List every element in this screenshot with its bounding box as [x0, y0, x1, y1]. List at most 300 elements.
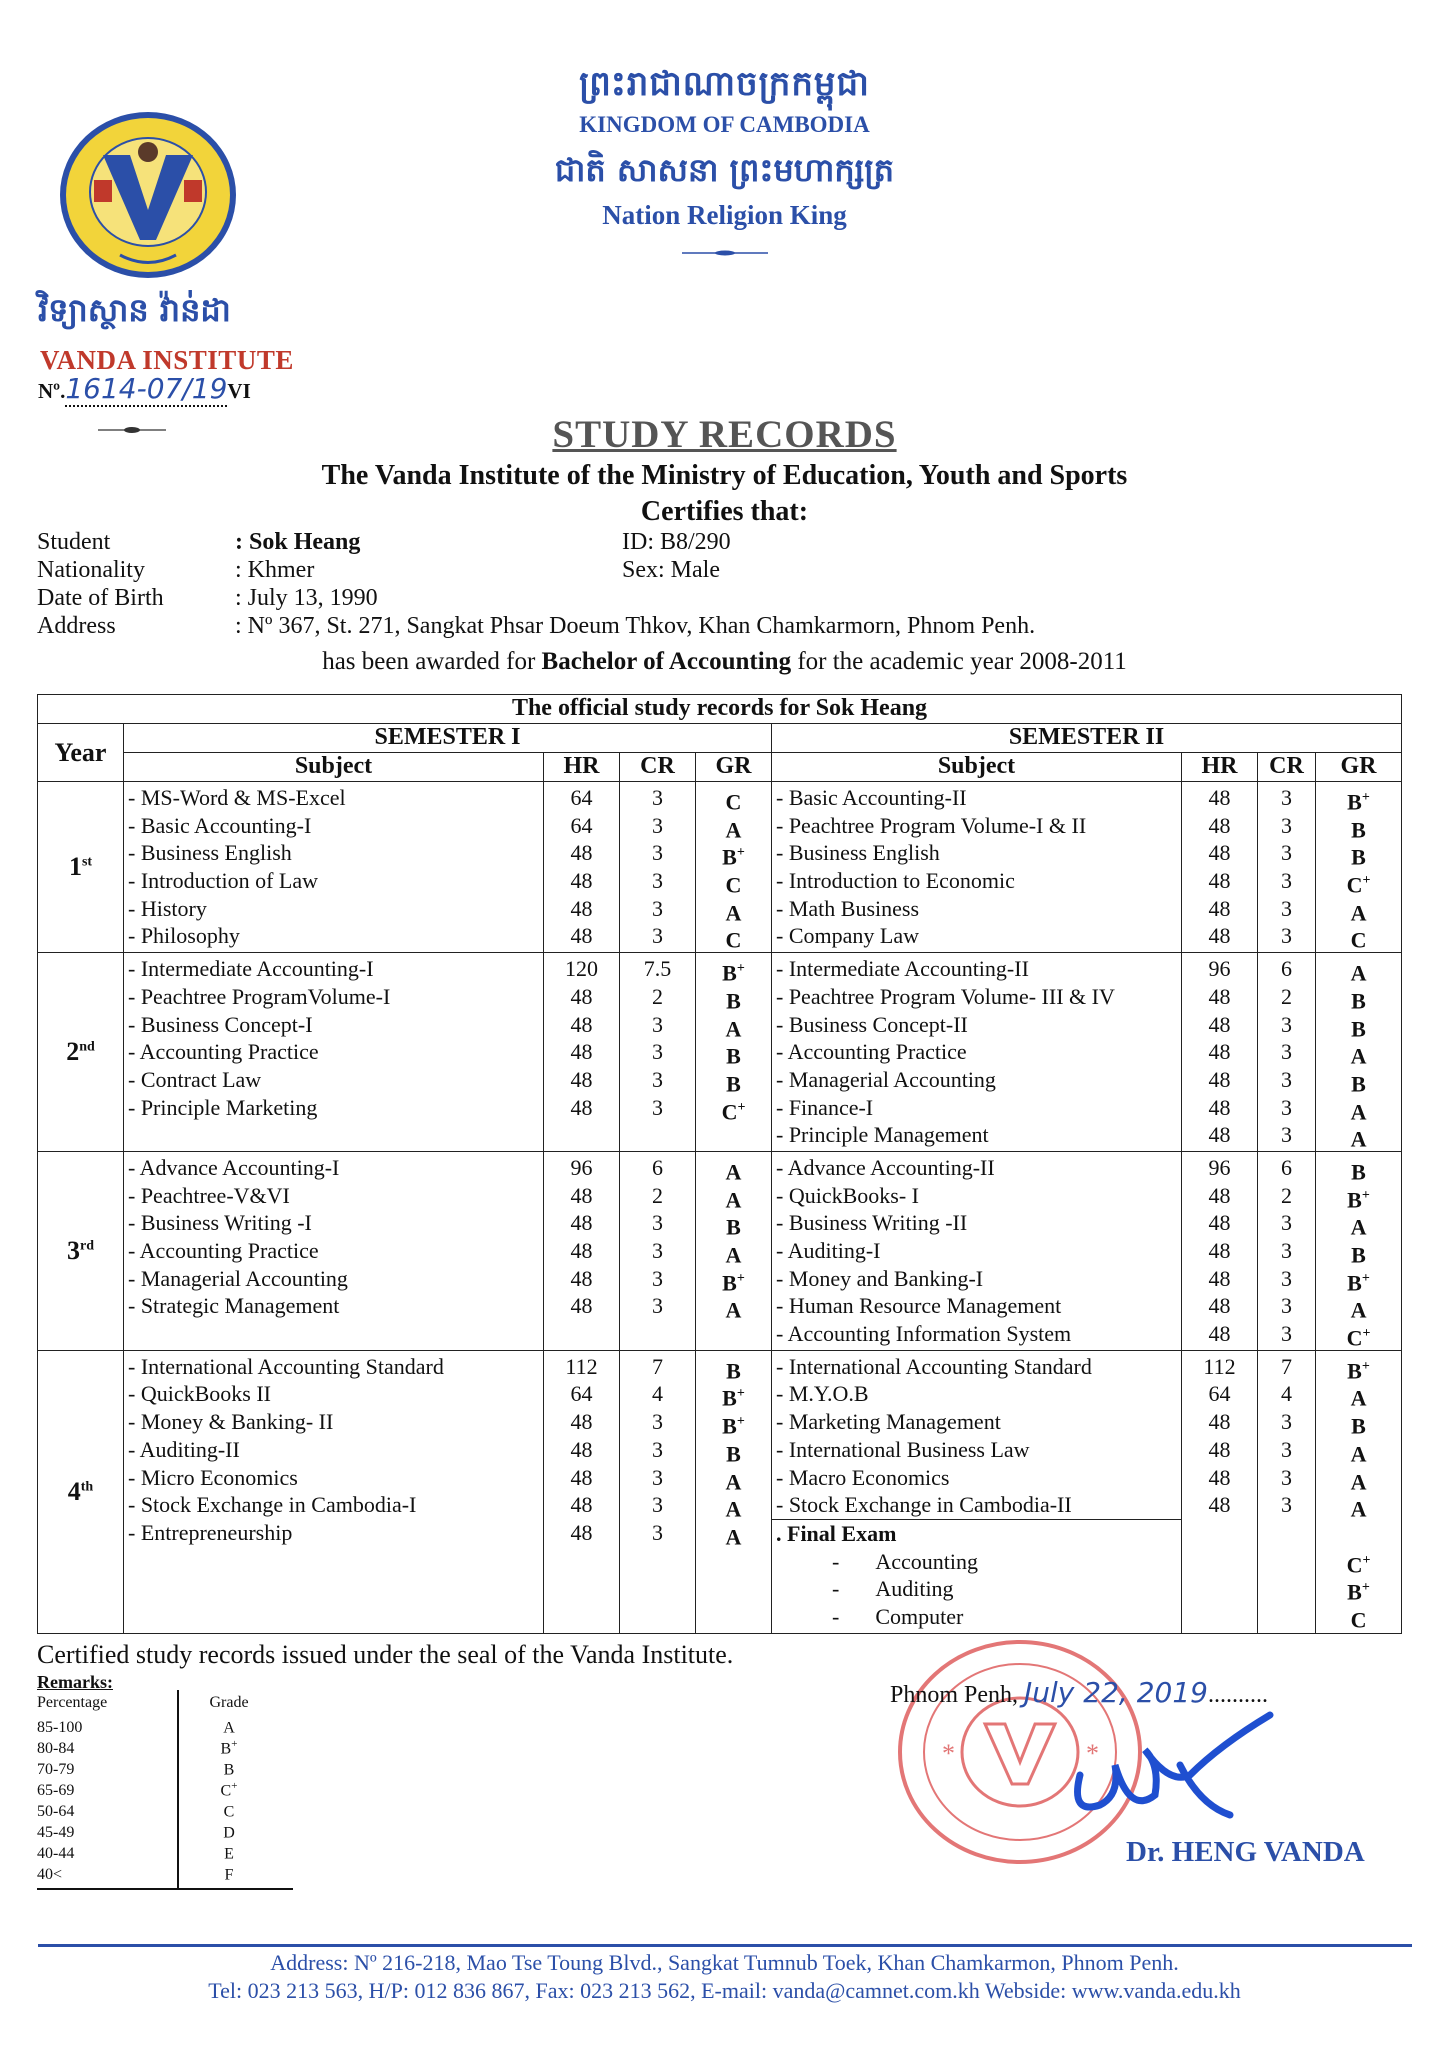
- sem2-cr-cell: 3: [1281, 840, 1292, 866]
- sem2-hr-cell: 48: [1208, 1039, 1231, 1065]
- final-exam-spacer: [1320, 1519, 1397, 1547]
- sem2-subject-cell: - Business Writing -II: [776, 1210, 968, 1236]
- sem1-subject-cell: - Peachtree-V&VI: [128, 1182, 290, 1208]
- final-exam-item: [776, 1548, 1177, 1576]
- sem1-gr-cell: [700, 1066, 767, 1097]
- sem2-cr-cell: 3: [1281, 1436, 1292, 1462]
- sem1-gr-cell: [700, 1154, 767, 1185]
- sem2-hr-cell: 48: [1208, 1011, 1231, 1037]
- sem2-cr-cell: 3: [1281, 1409, 1292, 1435]
- sem1-subject-cell: - Managerial Accounting: [128, 1265, 348, 1291]
- grade-letter: C: [725, 927, 742, 953]
- sem2-subject-cell: - International Business Law: [776, 1436, 1030, 1462]
- sem1-hr-cell: 48: [570, 1492, 593, 1518]
- scale-underline: [37, 1888, 293, 1890]
- sem2-cr-cell: 3: [1281, 1293, 1292, 1319]
- final-exam-item: [776, 1603, 1177, 1631]
- date-dots: ..........: [1207, 1682, 1268, 1708]
- sem1-cr-cell: 7.5: [643, 956, 672, 982]
- grade-letter: B: [1351, 1071, 1366, 1097]
- svg-text:*: *: [1086, 1739, 1099, 1768]
- semester-2-header: SEMESTER II: [772, 724, 1402, 753]
- year-label: [38, 953, 124, 1152]
- sem1-subject-column: [124, 1151, 544, 1350]
- sem1-subject-cell: - Micro Economics: [128, 1464, 298, 1490]
- dob-row: [37, 584, 378, 612]
- grade-plus: +: [736, 845, 745, 861]
- sem2-hr-cell: 48: [1208, 785, 1231, 810]
- sem1-hr-column: [544, 782, 620, 953]
- sem1-hr-cell: 48: [570, 840, 593, 866]
- sem1-gr-cell: [700, 895, 767, 926]
- sem1-subject-column: [124, 782, 544, 953]
- grade-scale-row: [37, 1797, 279, 1821]
- grade-scale-row: [37, 1776, 279, 1800]
- sem2-cr-cell: 3: [1281, 1039, 1292, 1065]
- sem2-gr-column: [1316, 782, 1402, 953]
- sem1-hr-cell: 64: [570, 812, 593, 838]
- scale-grade-letter: A: [223, 1719, 235, 1737]
- scale-grade-letter: C: [220, 1782, 232, 1800]
- grade-letter: B: [1351, 1015, 1366, 1041]
- grade-letter: A: [725, 1186, 742, 1212]
- header-ornament: [682, 250, 768, 256]
- grade-scale-row: [37, 1713, 279, 1737]
- sem2-cr-cell: 3: [1281, 785, 1292, 810]
- sem1-hr-cell: 120: [565, 956, 598, 982]
- year-number: 3: [67, 1235, 80, 1265]
- year-label: [38, 782, 124, 953]
- grade-letter: B: [1347, 1579, 1362, 1605]
- scale-grade-plus: +: [231, 1780, 238, 1792]
- award-prefix: has been awarded for: [322, 648, 536, 675]
- sem1-subject-cell: - Intermediate Accounting-I: [128, 956, 374, 982]
- grade-letter: B: [726, 1441, 741, 1467]
- grade-plus: +: [736, 1414, 745, 1430]
- sem1-hr-column: [544, 1151, 620, 1350]
- sem2-cr-cell: 3: [1281, 1321, 1292, 1347]
- sem1-cr-cell: 3: [652, 840, 663, 866]
- sem1-subject-cell: - History: [128, 895, 207, 921]
- sem2-hr-cell: 48: [1208, 1265, 1231, 1291]
- sem1-hr-cell: 48: [570, 1039, 593, 1065]
- final-exam-title: . Final Exam: [772, 1519, 1181, 1548]
- sem2-hr-cell: 48: [1208, 923, 1231, 949]
- sem2-subject-cell: - Advance Accounting-II: [776, 1154, 995, 1180]
- sem2-cr-cell: 3: [1281, 1122, 1292, 1148]
- grade-letter: C: [1350, 1607, 1367, 1633]
- sem2-gr-cell: [1320, 955, 1397, 986]
- sem2-cr-column: [1258, 1151, 1316, 1350]
- sem2-hr-cell: 48: [1208, 1464, 1231, 1490]
- address-label: Address: [37, 613, 116, 639]
- sem1-gr-cell: [700, 1519, 767, 1550]
- grade-letter: B: [726, 988, 741, 1014]
- grade-plus: +: [1362, 873, 1371, 889]
- signature: [1060, 1705, 1290, 1825]
- sem1-cr-cell: 3: [652, 812, 663, 838]
- year-row: [38, 1350, 1402, 1633]
- sem1-subject-cell: - Philosophy: [128, 923, 240, 949]
- footer-address: Address: Nº 216-218, Mao Tse Toung Blvd., Sangkat Tumnub Toek, Khan Chamkarmon, Phnom Penh.: [270, 1950, 1179, 1975]
- sem2-subject-column: [772, 1151, 1182, 1350]
- sem2-cr-cell: 3: [1281, 1238, 1292, 1263]
- sem2-cr-cell: 2: [1281, 983, 1292, 1009]
- s1-hr-header: HR: [544, 753, 620, 782]
- grade-plus: +: [1362, 1552, 1371, 1568]
- sem2-subject-cell: - QuickBooks- I: [776, 1182, 919, 1208]
- sem1-gr-column: [696, 1151, 772, 1350]
- sem1-hr-cell: 48: [570, 1066, 593, 1092]
- sem1-hr-column: [544, 1350, 620, 1633]
- sem2-subject-column: [772, 1350, 1182, 1633]
- sem2-cr-cell: 2: [1281, 1182, 1292, 1208]
- grade-letter: C: [1350, 927, 1367, 953]
- grade-plus: +: [1361, 1270, 1370, 1286]
- sem2-gr-cell: [1320, 784, 1397, 815]
- scale-grade-letter: E: [224, 1845, 234, 1863]
- footer-contact: Tel: 023 213 563, H/P: 012 836 867, Fax: 023 213 562, E-mail: vanda@camnet.com.kh Webside: www.vanda.edu.kh: [208, 1978, 1241, 2003]
- scale-grade-letter: D: [223, 1824, 235, 1842]
- sem1-gr-cell: [700, 839, 767, 870]
- institute-logo: [58, 110, 238, 280]
- sem2-cr-cell: 3: [1281, 1210, 1292, 1236]
- sem1-cr-cell: 3: [652, 785, 663, 810]
- sem1-hr-cell: 48: [570, 895, 593, 921]
- sem2-gr-cell: [1320, 1038, 1397, 1069]
- sem2-subject-cell: - Intermediate Accounting-II: [776, 956, 1029, 982]
- ref-suffix: VI: [227, 379, 251, 403]
- sem1-cr-cell: 6: [652, 1154, 663, 1180]
- exam-subject: Computer: [875, 1603, 964, 1629]
- sem1-subject-cell: - Advance Accounting-I: [128, 1154, 340, 1180]
- year-row: [38, 953, 1402, 1152]
- nationality-label: Nationality: [37, 557, 145, 583]
- year-label: [38, 1350, 124, 1633]
- s1-cr-header: CR: [620, 753, 696, 782]
- grade-letter: A: [725, 817, 742, 843]
- scale-grade-letter: B: [223, 1761, 235, 1779]
- sem2-cr-cell: 7: [1281, 1353, 1292, 1379]
- sem2-cr-column: [1258, 953, 1316, 1152]
- sem1-gr-cell: [700, 955, 767, 986]
- sem1-cr-cell: 3: [652, 1039, 663, 1065]
- sem2-gr-cell: [1320, 1011, 1397, 1039]
- sem2-hr-cell: 96: [1208, 956, 1231, 982]
- sem2-gr-cell: [1320, 1121, 1397, 1152]
- sem1-subject-column: [124, 1350, 544, 1633]
- sem2-hr-cell: 48: [1208, 868, 1231, 894]
- student-label: Student: [37, 529, 111, 555]
- sem1-cr-cell: 3: [652, 1094, 663, 1120]
- ref-prefix: Nº.: [38, 379, 66, 403]
- sem2-subject-cell: - Stock Exchange in Cambodia-II: [776, 1492, 1072, 1518]
- percentage-range: 40<: [37, 1866, 63, 1884]
- grade-plus: +: [1361, 1580, 1370, 1596]
- grade-letter: A: [1350, 960, 1367, 986]
- sem1-hr-cell: 48: [570, 1094, 593, 1120]
- student-value: : Sok Heang: [235, 529, 361, 555]
- grade-letter: B: [722, 960, 737, 986]
- nationality-value: : Khmer: [235, 557, 315, 583]
- sem1-hr-cell: 48: [570, 868, 593, 894]
- sem2-hr-cell: 48: [1208, 1436, 1231, 1462]
- grade-plus: +: [1361, 1187, 1370, 1203]
- sem1-subject-cell: - Principle Marketing: [128, 1094, 318, 1120]
- award-line: [0, 648, 1449, 676]
- grade-letter: B: [1347, 1358, 1362, 1384]
- sem2-cr-cell: 3: [1281, 1094, 1292, 1120]
- sem1-subject-cell: - Money & Banking- II: [128, 1409, 334, 1435]
- sem2-subject-column: [772, 953, 1182, 1152]
- year-suffix: rd: [80, 1238, 94, 1254]
- sem1-hr-cell: 48: [570, 1210, 593, 1236]
- sem2-subject-cell: - Finance-I: [776, 1094, 874, 1120]
- institute-name-khmer: វិទ្យាស្ថាន វ៉ាន់ដា: [38, 291, 231, 329]
- sem2-hr-cell: 48: [1208, 1492, 1231, 1518]
- sem2-gr-cell: [1320, 1265, 1397, 1296]
- percentage-range: 65-69: [37, 1782, 75, 1800]
- sem1-cr-cell: 3: [652, 1409, 663, 1435]
- sem1-hr-cell: 48: [570, 1436, 593, 1462]
- sem2-gr-cell: [1320, 1408, 1397, 1439]
- final-exam-grade: [1320, 1547, 1397, 1575]
- sem1-gr-cell: [700, 1182, 767, 1210]
- sem1-subject-cell: - Peachtree ProgramVolume-I: [128, 983, 391, 1009]
- dob-label: Date of Birth: [37, 585, 164, 611]
- sem1-subject-cell: - Accounting Practice: [128, 1238, 319, 1263]
- grade-plus: +: [736, 1270, 745, 1286]
- final-exam-item: [776, 1575, 1177, 1603]
- sem2-gr-cell: [1320, 1380, 1397, 1411]
- sem2-gr-column: [1316, 1350, 1402, 1633]
- sem1-hr-cell: 48: [570, 1182, 593, 1208]
- sem2-hr-cell: 48: [1208, 812, 1231, 838]
- certification-statement: Certified study records issued under the seal of the Vanda Institute.: [37, 1640, 734, 1669]
- grade-letter: A: [725, 1524, 742, 1550]
- sem1-subject-cell: - QuickBooks II: [128, 1381, 271, 1407]
- nationality-row: [37, 556, 314, 584]
- sem1-subject-cell: - Business Concept-I: [128, 1011, 313, 1037]
- sem2-subject-cell: - Introduction to Economic: [776, 868, 1015, 894]
- document-title: STUDY RECORDS: [552, 413, 897, 456]
- sem1-gr-column: [696, 953, 772, 1152]
- student-id: ID: B8/290: [622, 529, 731, 555]
- grade-letter: A: [1350, 1098, 1367, 1124]
- sem2-subject-column: [772, 782, 1182, 953]
- dob-value: : July 13, 1990: [235, 585, 378, 611]
- sem1-hr-cell: 48: [570, 1238, 593, 1263]
- sem2-hr-cell: 48: [1208, 1293, 1231, 1319]
- ministry-line: The Vanda Institute of the Ministry of Education, Youth and Sports: [321, 460, 1128, 491]
- year-number: 2: [66, 1037, 80, 1067]
- sem1-gr-column: [696, 1350, 772, 1633]
- sem1-gr-cell: [700, 1237, 767, 1268]
- grade-letter: C: [1346, 1551, 1363, 1577]
- scale-grade-letter: B: [220, 1740, 232, 1758]
- sem2-subject-cell: - Principle Management: [776, 1122, 989, 1148]
- grade-letter: C: [725, 789, 742, 815]
- student-sex: Sex: Male: [622, 557, 720, 583]
- grade-letter: A: [725, 1297, 742, 1323]
- grade-letter: B: [722, 1413, 737, 1439]
- s2-hr-header: HR: [1182, 753, 1258, 782]
- study-records-table: [37, 694, 1402, 1634]
- sem1-hr-cell: 48: [570, 1293, 593, 1319]
- sem2-gr-cell: [1320, 1491, 1397, 1522]
- grade-letter: A: [725, 1242, 742, 1268]
- sem1-cr-cell: 3: [652, 1265, 663, 1291]
- kingdom-heading: KINGDOM OF CAMBODIA: [579, 112, 870, 137]
- student-row: [37, 528, 360, 556]
- sem2-subject-cell: - Macro Economics: [776, 1464, 950, 1490]
- sem1-cr-column: [620, 1350, 696, 1633]
- sem2-gr-cell: [1320, 1237, 1397, 1268]
- signer-name: Dr. HENG VANDA: [1126, 1836, 1365, 1868]
- year-rows: [38, 782, 1402, 1634]
- sem1-cr-cell: 2: [652, 983, 663, 1009]
- sem2-cr-cell: 3: [1281, 1011, 1292, 1037]
- sem2-hr-cell: 48: [1208, 1122, 1231, 1148]
- sem1-gr-cell: [700, 922, 767, 953]
- sem1-subject-cell: - Business English: [128, 840, 292, 866]
- award-degree: Bachelor of Accounting: [541, 648, 792, 675]
- grade-letter: A: [1350, 1441, 1367, 1467]
- sem2-subject-cell: - Peachtree Program Volume- III & IV: [776, 983, 1115, 1009]
- grade-letter: A: [1350, 1385, 1367, 1411]
- grade-letter: A: [1350, 1043, 1367, 1069]
- sem1-cr-cell: 3: [652, 1436, 663, 1462]
- sem1-cr-cell: 4: [652, 1381, 663, 1407]
- grade-letter: B: [726, 1214, 741, 1240]
- footer-divider: [38, 1944, 1412, 1947]
- percentage-range: 40-44: [37, 1845, 75, 1863]
- sem2-cr-cell: 3: [1281, 895, 1292, 921]
- grade-letter: A: [1350, 1468, 1367, 1494]
- grade-letter: C: [725, 872, 742, 898]
- sem1-subject-cell: - Contract Law: [128, 1066, 262, 1092]
- year-suffix: st: [81, 854, 93, 870]
- s2-gr-header: GR: [1316, 753, 1402, 782]
- grade-letter: B: [1351, 1413, 1366, 1439]
- sem2-gr-cell: [1320, 1464, 1397, 1492]
- year-suffix: nd: [79, 1039, 95, 1055]
- sem2-subject-cell: - M.Y.O.B: [776, 1381, 869, 1407]
- sem2-subject-cell: - Auditing-I: [776, 1238, 881, 1263]
- sem2-subject-cell: - Business English: [776, 840, 940, 866]
- scale-grade: [179, 1860, 279, 1885]
- sem1-subject-cell: - Strategic Management: [128, 1293, 340, 1319]
- sem2-hr-column: [1182, 1151, 1258, 1350]
- grade-plus: +: [1361, 1358, 1370, 1374]
- grade-letter: B: [1351, 1242, 1366, 1268]
- year-row: [38, 782, 1402, 953]
- sem1-gr-cell: [700, 1209, 767, 1240]
- sem2-gr-cell: [1320, 839, 1397, 870]
- sem2-gr-cell: [1320, 1154, 1397, 1185]
- sem1-gr-cell: [700, 1353, 767, 1384]
- year-number: 1: [68, 852, 82, 882]
- sem1-subject-cell: - MS-Word & MS-Excel: [128, 785, 346, 810]
- final-exam-grade: [1320, 1574, 1397, 1605]
- sem1-gr-cell: [700, 1491, 767, 1522]
- exam-bullet: -: [832, 1603, 840, 1629]
- sem2-hr-cell: 64: [1208, 1381, 1231, 1407]
- grade-letter: B: [726, 1358, 741, 1384]
- semester-1-header: SEMESTER I: [124, 724, 772, 753]
- sem1-hr-cell: 48: [570, 1519, 593, 1545]
- percentage-range: 70-79: [37, 1761, 75, 1779]
- year-row: [38, 1151, 1402, 1350]
- grade-letter: B: [1351, 844, 1366, 870]
- svg-text:*: *: [942, 1739, 955, 1768]
- motto-khmer-heading: ជាតិ សាសនា ព្រះមហាក្សត្រ: [554, 151, 895, 189]
- sem2-gr-cell: [1320, 1094, 1397, 1122]
- sem1-hr-cell: 48: [570, 1409, 593, 1435]
- grade-plus: +: [737, 1099, 746, 1115]
- sem2-gr-cell: [1320, 895, 1397, 926]
- reference-number: [38, 372, 251, 405]
- table-caption: The official study records for Sok Heang: [38, 695, 1402, 724]
- sem1-cr-cell: 3: [652, 1464, 663, 1490]
- sem2-subject-cell: - Company Law: [776, 923, 919, 949]
- grade-scale: [37, 1692, 279, 1884]
- scale-grade-letter: C: [223, 1803, 235, 1821]
- sem1-gr-cell: [700, 812, 767, 843]
- sem2-gr-cell: [1320, 1436, 1397, 1467]
- sem1-subject-cell: - Business Writing -I: [128, 1210, 312, 1236]
- exam-bullet: -: [832, 1576, 840, 1602]
- sem2-cr-cell: 3: [1281, 812, 1292, 838]
- sem1-gr-cell: [700, 867, 767, 898]
- grade-letter: B: [722, 1385, 737, 1411]
- sem2-subject-cell: - Accounting Practice: [776, 1039, 967, 1065]
- sem2-subject-cell: - Accounting Information System: [776, 1321, 1072, 1347]
- grade-scale-header: [37, 1692, 279, 1713]
- sem2-cr-column: [1258, 782, 1316, 953]
- sem1-gr-cell: [700, 1038, 767, 1069]
- sem2-subject-cell: - Marketing Management: [776, 1409, 1001, 1435]
- sem2-cr-cell: 6: [1281, 956, 1292, 982]
- grade-scale-row: [37, 1755, 279, 1779]
- motto-heading: Nation Religion King: [602, 200, 847, 230]
- sem2-gr-cell: [1320, 1209, 1397, 1240]
- sem1-cr-cell: 3: [652, 923, 663, 949]
- kingdom-khmer-heading: ព្រះរាជាណាចក្រកម្ពុជា: [579, 64, 870, 104]
- sem2-hr-cell: 48: [1208, 1182, 1231, 1208]
- sem1-gr-column: [696, 782, 772, 953]
- sem1-cr-cell: 3: [652, 1011, 663, 1037]
- grade-header: Grade: [209, 1694, 249, 1711]
- sem2-hr-cell: 112: [1203, 1353, 1236, 1379]
- sem1-gr-cell: [700, 1292, 767, 1323]
- grade-letter: A: [725, 1468, 742, 1494]
- sem1-subject-cell: - International Accounting Standard: [128, 1353, 444, 1379]
- s1-subject-header: Subject: [124, 753, 544, 782]
- sem1-hr-cell: 96: [570, 1154, 593, 1180]
- sem1-cr-cell: 3: [652, 1238, 663, 1263]
- grade-letter: A: [725, 900, 742, 926]
- sem2-hr-cell: 48: [1208, 1238, 1231, 1263]
- exam-bullet: -: [832, 1548, 840, 1574]
- grade-plus: +: [1361, 790, 1370, 805]
- sem1-subject-cell: - Entrepreneurship: [128, 1519, 293, 1545]
- sem2-hr-column: [1182, 953, 1258, 1152]
- sem2-cr-cell: 3: [1281, 923, 1292, 949]
- sem2-subject-cell: - Business Concept-II: [776, 1011, 968, 1037]
- grade-scale-row: [37, 1734, 279, 1758]
- sem2-gr-cell: [1320, 922, 1397, 953]
